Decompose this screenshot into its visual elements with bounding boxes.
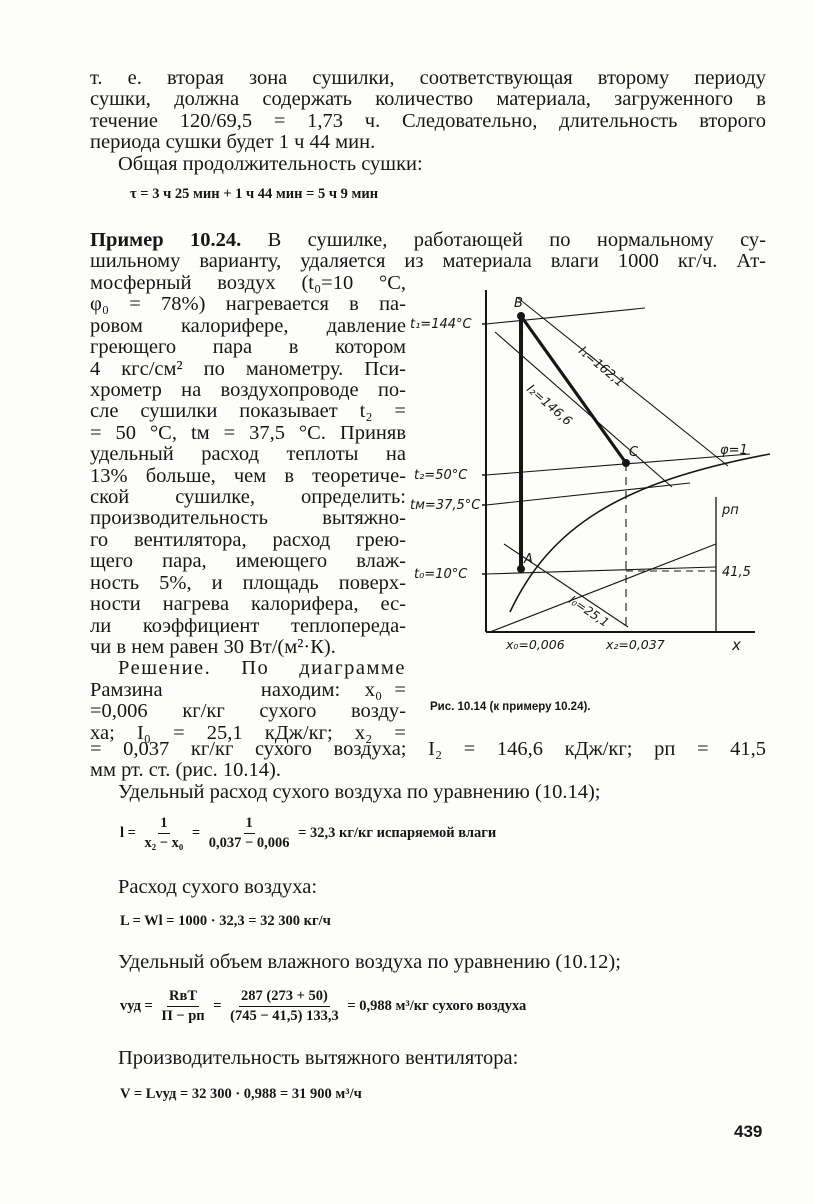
text-line: Производительность вытяжного вентилятора: xyxy=(118,1047,519,1069)
equation-V: V = Lvуд = 32 300 · 0,988 = 31 900 м³/ч xyxy=(120,1086,362,1102)
numerator: RвT xyxy=(167,988,199,1007)
label-pp: pп xyxy=(722,503,739,518)
saturation-curve xyxy=(510,454,770,612)
label-x0: x₀=0,006 xyxy=(506,637,565,652)
figure-caption: Рис. 10.14 (к примеру 10.24). xyxy=(430,701,591,713)
example-line-1: В сушилке, работающей по нормальному су- xyxy=(267,229,767,251)
text-line: = 0,037 кг/кг сухого воздуха; I₂ = 146,6 кДж/кг; pп = 41,5 xyxy=(90,738,766,760)
page-number: 439 xyxy=(734,1122,763,1141)
text-line: удельный расход теплоты на xyxy=(90,443,406,466)
section-label: Удельный расход сухого воздуха по уравнению (10.14); xyxy=(118,780,601,803)
equation-v xyxy=(120,988,526,1025)
point-B xyxy=(517,312,525,320)
eq-sign: = xyxy=(213,997,222,1014)
text-line: течение 120/69,5 = 1,73 ч. Следовательно, длительность второго xyxy=(90,109,766,132)
fraction xyxy=(159,988,206,1025)
text-line: греющего пара в котором xyxy=(90,336,406,359)
section-label-fan xyxy=(118,1048,758,1069)
example-title: Пример 10.24. xyxy=(90,229,242,251)
solution-line: Решение. По диаграмме xyxy=(118,657,406,680)
fraction xyxy=(207,815,292,852)
solution-line: =0,006 кг/кг сухого возду- xyxy=(90,700,406,723)
label-tm: tм=37,5°C xyxy=(410,498,481,513)
text-line: периода сушки будет 1 ч 44 мин. xyxy=(90,131,376,154)
text-line xyxy=(90,230,766,251)
label-x-axis: x xyxy=(732,636,741,654)
label-I0: I₀=25,1 xyxy=(566,592,612,630)
text-line: мосферный воздух (t₀=10 °C, xyxy=(90,272,406,294)
isotherm-t2 xyxy=(486,454,750,475)
solution-line: ха; I₀ = 25,1 кДж/кг; x₂ = xyxy=(90,721,406,744)
label-phi: φ=1 xyxy=(720,443,748,458)
isotherm-t1 xyxy=(486,308,645,324)
intro-paragraph xyxy=(90,68,766,175)
text-line: го вентилятора, расход грею- xyxy=(90,528,406,551)
eq-rhs: = 0,988 м³/кг сухого воздуха xyxy=(347,997,527,1014)
label-I1: I₁=162,1 xyxy=(576,342,628,390)
text-line: шильному варианту, удаляется из материала влаги 1000 кг/ч. Ат- xyxy=(90,250,766,273)
numerator: 1 xyxy=(244,815,255,834)
fraction xyxy=(228,988,341,1025)
section-label-volume xyxy=(118,952,768,973)
eq-sign: = xyxy=(191,824,201,841)
eq-rhs: = 32,3 кг/кг испаряемой влаги xyxy=(298,824,497,841)
text-line: ли коэффициент теплопереда- xyxy=(90,614,406,637)
label-t2: t₂=50°C xyxy=(414,468,468,483)
equation-l xyxy=(120,815,496,852)
text-line: 13% больше, чем в теоретиче- xyxy=(90,464,406,487)
denominator: 0,037 − 0,006 xyxy=(208,835,290,851)
text-line: сушки, должна содержать количество материала, загруженного в xyxy=(90,88,766,111)
isotherm-tm xyxy=(486,483,690,505)
label-I2: I₂=146,6 xyxy=(524,380,576,429)
text-line: хрометр на воздухопроводе по- xyxy=(90,379,406,402)
text-line: ской сушилке, определить: xyxy=(90,486,406,509)
text-line: = 50 °C, tм = 37,5 °C. Приняв xyxy=(90,421,406,444)
text-line: сле сушилки показывает t₂ = xyxy=(90,400,406,423)
denominator: x₂ − x₀ xyxy=(144,835,184,851)
section-label-dry-air xyxy=(118,877,758,898)
label-C: C xyxy=(629,445,639,460)
label-pval: 41,5 xyxy=(722,565,751,580)
text-line: 4 кгс/см² по манометру. Пси- xyxy=(90,357,406,380)
total-duration-label: Общая продолжительность сушки: xyxy=(118,152,423,175)
eq-lhs: vуд = xyxy=(120,997,153,1014)
label-B: B xyxy=(514,296,523,311)
label-t0: t₀=10°C xyxy=(414,567,468,582)
solution-continuation xyxy=(90,739,766,803)
eq-lhs: l = xyxy=(120,824,136,841)
fraction xyxy=(143,815,186,852)
text-line: ности нагрева калорифера, ес- xyxy=(90,593,406,616)
solution-line: Рамзина находим: x₀ = xyxy=(90,678,406,701)
text-line: Расход сухого воздуха: xyxy=(118,876,318,898)
equation-L: L = Wl = 1000 · 32,3 = 32 300 кг/ч xyxy=(120,913,331,929)
text-line: ность 5%, и площадь поверх- xyxy=(90,571,406,594)
numerator: 1 xyxy=(158,815,169,834)
label-A: A xyxy=(524,552,533,567)
text-line: Удельный объем влажного воздуха по уравнению (10.12); xyxy=(118,951,621,973)
denominator: П − pп xyxy=(161,1008,205,1024)
numerator: 287 (273 + 50) xyxy=(239,988,330,1007)
text-line: щего пара, имеющего влаж- xyxy=(90,550,406,573)
text-line: ровом калорифере, давление xyxy=(90,314,406,337)
label-x2: x₂=0,037 xyxy=(606,637,665,652)
text-line: мм рт. ст. (рис. 10.14). xyxy=(90,759,281,782)
example-paragraph xyxy=(90,230,766,273)
point-C xyxy=(622,459,630,467)
equation-tau: τ = 3 ч 25 мин + 1 ч 44 мин = 5 ч 9 мин xyxy=(130,186,379,202)
text-line: т. е. вторая зона сушилки, соответствующая второму периоду xyxy=(90,67,766,89)
denominator: (745 − 41,5) 133,3 xyxy=(230,1008,339,1024)
text-line: φ₀ = 78%) нагревается в па- xyxy=(90,293,406,316)
wrapped-text-column xyxy=(90,273,406,744)
label-t1: t₁=144°C xyxy=(410,317,472,332)
text-line: чи в нем равен 30 Вт/(м²·К). xyxy=(90,635,336,658)
ramzin-diagram xyxy=(410,282,780,662)
text-line: производительность вытяжно- xyxy=(90,507,406,530)
